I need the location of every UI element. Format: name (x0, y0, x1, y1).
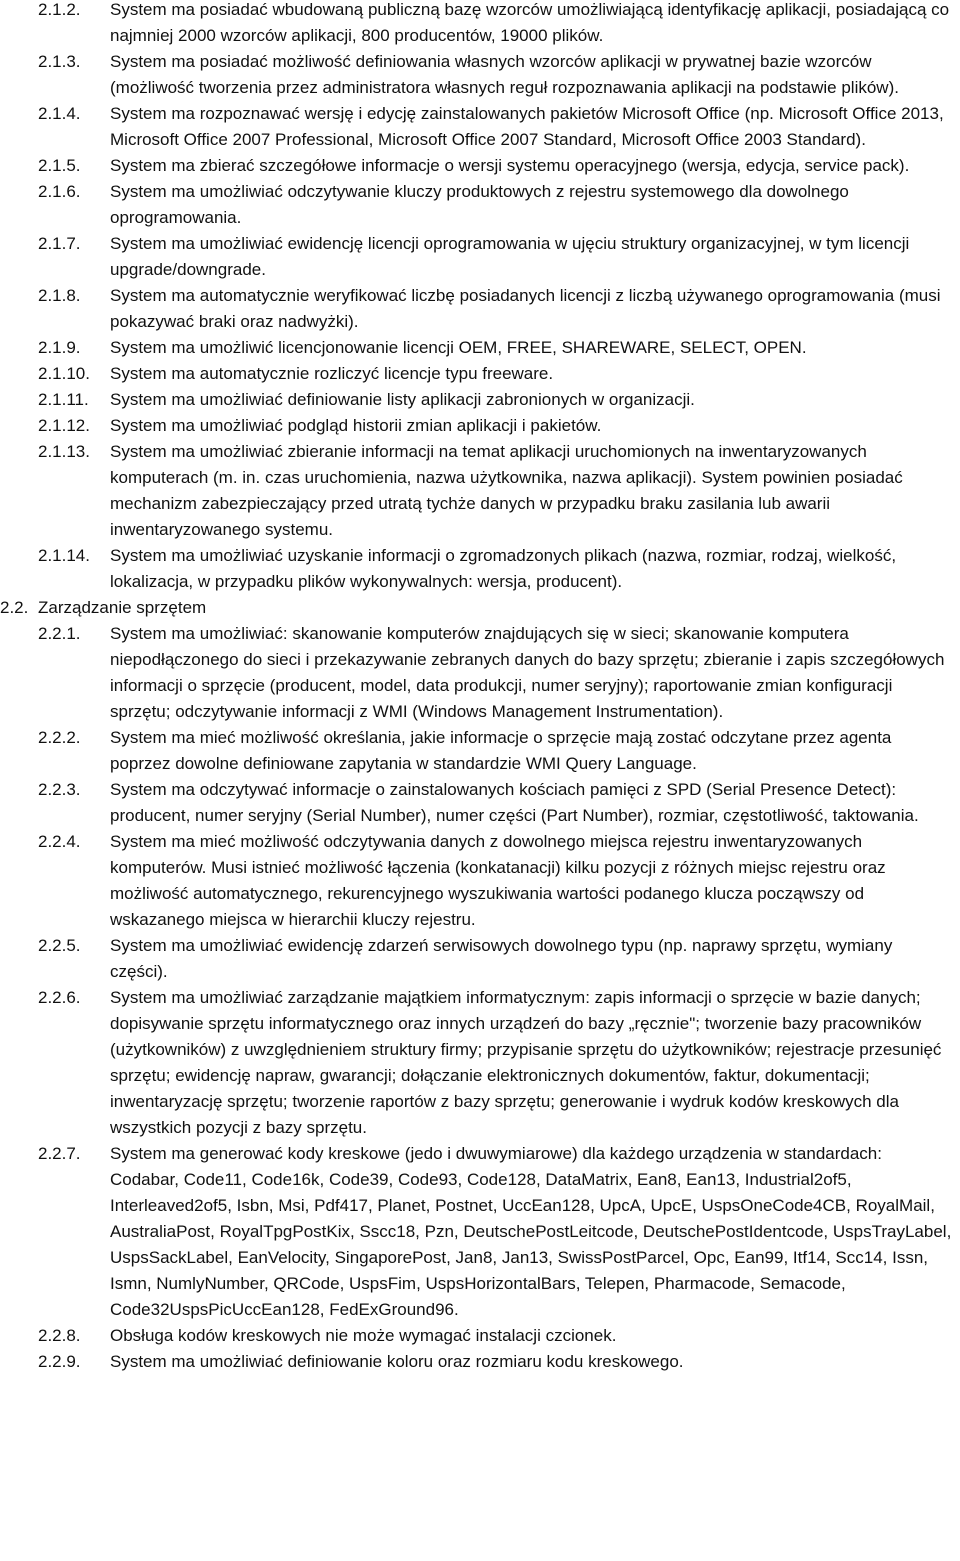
item-text: System ma umożliwiać odczytywanie kluczy produktowych z rejestru systemowego dla dowolnego oprogramowania. (110, 182, 849, 227)
item-number: 2.1.8. (38, 286, 81, 305)
item-text: System ma umożliwiać zbieranie informacji na temat aplikacji uruchomionych na inwentaryzowanych komputerach (m. in. czas uruchomienia, nazwa użytkownika, nazwa aplikacji). System powinien posiadać mechanizm zabezpieczający przed utratą tychże danych w przypadku braku zasilania lub awarii inwentaryzowanego systemu. (110, 442, 903, 539)
requirement-item (0, 361, 960, 387)
item-text: System ma posiadać możliwość definiowania własnych wzorców aplikacji w prywatnej bazie wzorców (możliwość tworzenia przez administratora własnych reguł rozpoznawania aplikacji na podstawie plików). (110, 52, 899, 97)
item-text: System ma mieć możliwość odczytywania danych z dowolnego miejsca rejestru inwentaryzowanych komputerów. Musi istnieć możliwość łączenia (konkatanacji) kilku pozycji z różnych miejsc rejestru oraz możliwość automatycznego, rekurencyjnego wyszukiwania wartości podanego klucza począwszy od wskazanego miejsca w hierarchii kluczy rejestru. (110, 832, 886, 929)
item-text: System ma umożliwiać zarządzanie majątkiem informatycznym: zapis informacji o sprzęcie w bazie danych; dopisywanie sprzętu informatycznego oraz innych urządzeń do bazy „ręcznie"; tworzenie bazy pracowników (użytkowników) z uwzględnieniem struktury firmy; przypisanie sprzętu do użytkowników; rejestracje przesunięć sprzętu; ewidencję napraw, gwarancji; dołączanie elektronicznych dokumentów, faktur, dokumentacji; inwentaryzację sprzętu; tworzenie raportów z bazy sprzętu; generowanie i wydruk kodów kreskowych dla wszystkich pozycji z bazy sprzętu. (110, 988, 942, 1137)
item-text: System ma generować kody kreskowe (jedo i dwuwymiarowe) dla każdego urządzenia w standardach: Codabar, Code11, Code16k, Code39, Code93, Code128, DataMatrix, Ean8, Ean13, Industrial2of5, Interleaved2of5, Isbn, Msi, Pdf417, Planet, Postnet, UccEan128, UpcA, UpcE, UspsOneCode4CB, RoyalMail, AustraliaPost, RoyalTpgPostKix, Sscc18, Pzn, DeutschePostLeitcode, DeutschePostIdentcode, UspsTrayLabel, UspsSackLabel, EanVelocity, SingaporePost, Jan8, Jan13, SwissPostParcel, Opc, Ean99, Itf14, Scc14, Issn, Ismn, NumlyNumber, QRCode, UspsFim, UspsHorizontalBars, Telepen, Pharmacode, Semacode, Code32UspsPicUccEan128, FedExGround96. (110, 1144, 952, 1319)
requirement-item (0, 1141, 960, 1323)
item-number: 2.1.10. (38, 364, 90, 383)
item-text: System ma umożliwiać ewidencję zdarzeń serwisowych dowolnego typu (np. naprawy sprzętu, wymiany części). (110, 936, 893, 981)
requirement-item (0, 621, 960, 725)
item-number: 2.2.3. (38, 780, 81, 799)
item-number: 2.1.14. (38, 546, 90, 565)
requirement-item (0, 49, 960, 101)
item-number: 2.1.11. (38, 390, 89, 409)
item-text: System ma umożliwiać: skanowanie komputerów znajdujących się w sieci; skanowanie komputera niepodłączonego do sieci i przekazywanie zebranych danych do bazy sprzętu; zbieranie i zapis szczegółowych informacji o sprzęcie (producent, model, data produkcji, numer seryjny); raportowanie zmian konfiguracji sprzętu; odczytywanie informacji z WMI (Windows Management Instrumentation). (110, 624, 945, 721)
item-text: System ma umożliwiać podgląd historii zmian aplikacji i pakietów. (110, 416, 602, 435)
requirement-item (0, 1349, 960, 1375)
item-number: 2.2.8. (38, 1326, 81, 1345)
item-text: System ma mieć możliwość określania, jakie informacje o sprzęcie mają zostać odczytane przez agenta poprzez dowolne definiowane zapytania w standardzie WMI Query Language. (110, 728, 892, 773)
item-text: System ma rozpoznawać wersję i edycję zainstalowanych pakietów Microsoft Office (np. Microsoft Office 2013, Microsoft Office 2007 Professional, Microsoft Office 2007 Standard, Microsoft Office 2003 Standard). (110, 104, 944, 149)
item-number: 2.2. (0, 598, 29, 617)
item-text: System ma umożliwiać definiowanie koloru oraz rozmiaru kodu kreskowego. (110, 1352, 684, 1371)
item-number: 2.2.7. (38, 1144, 81, 1163)
requirement-item (0, 335, 960, 361)
requirement-item (0, 283, 960, 335)
item-text: System ma umożliwić licencjonowanie licencji OEM, FREE, SHAREWARE, SELECT, OPEN. (110, 338, 807, 357)
item-number: 2.2.9. (38, 1352, 81, 1371)
item-number: 2.1.5. (38, 156, 81, 175)
requirement-item (0, 1323, 960, 1349)
item-text: System ma umożliwiać uzyskanie informacji o zgromadzonych plikach (nazwa, rozmiar, rodzaj, wielkość, lokalizacja, w przypadku plików wykonywalnych: wersja, producent). (110, 546, 897, 591)
item-text: System ma automatycznie rozliczyć licencje typu freeware. (110, 364, 554, 383)
requirement-item (0, 725, 960, 777)
item-text: System ma posiadać wbudowaną publiczną bazę wzorców umożliwiającą identyfikację aplikacji, posiadającą co najmniej 2000 wzorców aplikacji, 800 producentów, 19000 plików. (110, 0, 950, 45)
item-number: 2.2.2. (38, 728, 81, 747)
requirement-item (0, 0, 960, 49)
item-number: 2.2.4. (38, 832, 81, 851)
item-number: 2.1.6. (38, 182, 81, 201)
item-number: 2.1.7. (38, 234, 81, 253)
item-number: 2.1.12. (38, 416, 90, 435)
item-text: Obsługa kodów kreskowych nie może wymagać instalacji czcionek. (110, 1326, 617, 1345)
item-number: 2.1.13. (38, 442, 90, 461)
requirement-item (0, 439, 960, 543)
item-number: 2.2.6. (38, 988, 81, 1007)
item-text: System ma umożliwiać ewidencję licencji oprogramowania w ujęciu struktury organizacyjnej, w tym licencji upgrade/downgrade. (110, 234, 910, 279)
item-number: 2.1.9. (38, 338, 81, 357)
requirement-item (0, 985, 960, 1141)
requirement-item (0, 179, 960, 231)
item-number: 2.2.5. (38, 936, 81, 955)
item-text: System ma zbierać szczegółowe informacje o wersji systemu operacyjnego (wersja, edycja, service pack). (110, 156, 910, 175)
requirement-item (0, 231, 960, 283)
requirement-item (0, 777, 960, 829)
requirement-item (0, 387, 960, 413)
item-text: Zarządzanie sprzętem (38, 598, 207, 617)
item-number: 2.1.4. (38, 104, 81, 123)
requirement-item (0, 829, 960, 933)
item-text: System ma automatycznie weryfikować liczbę posiadanych licencji z liczbą używanego oprogramowania (musi pokazywać braki oraz nadwyżki). (110, 286, 941, 331)
requirement-item (0, 543, 960, 595)
requirement-item (0, 933, 960, 985)
item-number: 2.1.3. (38, 52, 81, 71)
requirement-item (0, 101, 960, 153)
requirement-item (0, 153, 960, 179)
requirement-item (0, 413, 960, 439)
item-text: System ma umożliwiać definiowanie listy aplikacji zabronionych w organizacji. (110, 390, 695, 409)
item-number: 2.2.1. (38, 624, 81, 643)
section-heading (0, 595, 960, 621)
item-number: 2.1.2. (38, 0, 81, 19)
item-text: System ma odczytywać informacje o zainstalowanych kościach pamięci z SPD (Serial Presence Detect): producent, numer seryjny (Serial Number), numer części (Part Number), rozmiar, częstotliwość, taktowania. (110, 780, 919, 825)
